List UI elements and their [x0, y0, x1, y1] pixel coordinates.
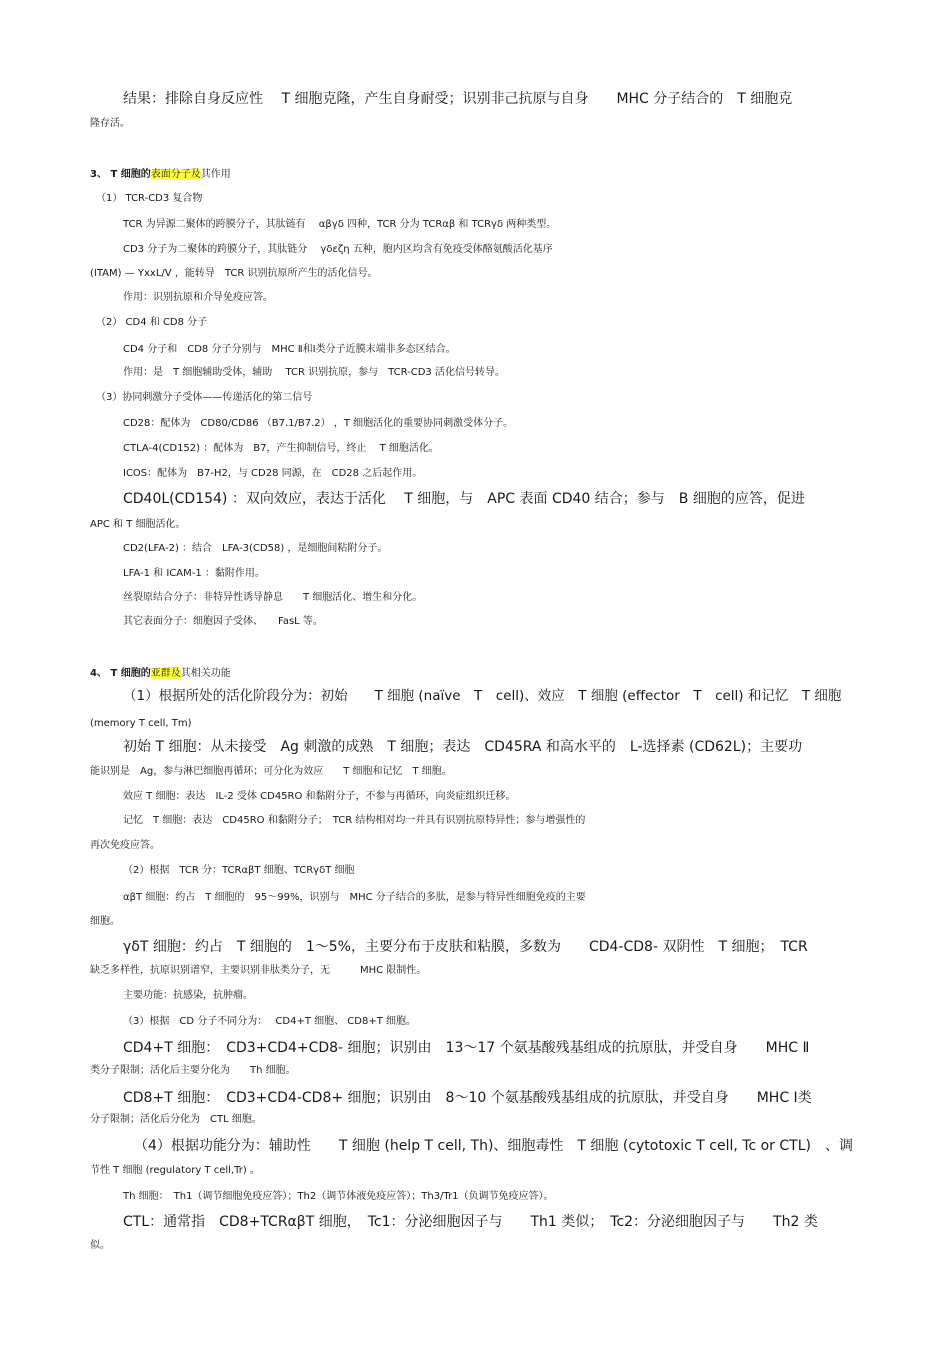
heading-text: 其相关功能	[180, 668, 231, 679]
paragraph-line: γδT 细胞：约占 T 细胞的 1～5%，主要分布于皮肤和粘膜，多数为 CD4-CD8- 双阴性 T 细胞； TCR	[123, 939, 808, 955]
section-heading-3	[90, 165, 950, 185]
paragraph-line: 细胞。	[90, 916, 120, 927]
paragraph-line: CD28：配体为 CD80/CD86 （B7.1/B7.2） ，T 细胞活化的重要协同刺激受体分子。	[123, 418, 514, 429]
paragraph-line: CD2(LFA-2) ：结合 LFA-3(CD58) ，是细胞间粘附分子。	[123, 543, 388, 554]
heading-text: 3、 T 细胞的	[90, 169, 151, 180]
paragraph-line: 丝裂原结合分子：非特异性诱导静息 T 细胞活化、增生和分化。	[123, 592, 423, 603]
paragraph-line: 结果：排除自身反应性 T 细胞克隆，产生自身耐受；识别非己抗原与自身 MHC 分子结合的 T 细胞克	[123, 91, 793, 107]
paragraph-line: (memory T cell, Tm)	[90, 718, 192, 729]
subheading: （2） CD4 和 CD8 分子	[96, 317, 208, 328]
paragraph-line: （3）根据 CD 分子不同分为： CD4+T 细胞、 CD8+T 细胞。	[123, 1016, 417, 1027]
paragraph-line: 似。	[90, 1240, 110, 1251]
paragraph-line: CD3 分子为二聚体的跨膜分子，其肽链分 γδεζη 五种，胞内区均含有免疫受体酪氨酸活化基序	[123, 244, 553, 255]
paragraph-line: （2）根据 TCR 分：TCRαβT 细胞、TCRγδT 细胞	[123, 865, 355, 876]
paragraph-line: （1）根据所处的活化阶段分为：初始 T 细胞 (naïve T cell)、效应 T 细胞 (effector T cell) 和记忆 T 细胞	[123, 688, 842, 704]
paragraph-line: CD4 分子和 CD8 分子分别与 MHC Ⅱ和Ⅰ类分子近膜末端非多态区结合。	[123, 344, 456, 355]
subheading: （3）协同刺激分子受体——传递活化的第二信号	[96, 392, 313, 403]
paragraph-line: 作用：是 T 细胞辅助受体，辅助 TCR 识别抗原，参与 TCR-CD3 活化信号转导。	[123, 367, 505, 378]
paragraph-line: 初始 T 细胞：从未接受 Ag 刺激的成熟 T 细胞；表达 CD45RA 和高水平的 L-选择素 (CD62L)；主要功	[123, 739, 803, 755]
paragraph-line: TCR 为异源二聚体的跨膜分子，其肽链有 αβγδ 四种，TCR 分为 TCRαβ 和 TCRγδ 两种类型。	[123, 219, 557, 230]
paragraph-line: 主要功能：抗感染，抗肿瘤。	[123, 990, 253, 1001]
paragraph-line: CD40L(CD154) ：双向效应，表达于活化 T 细胞，与 APC 表面 CD40 结合；参与 B 细胞的应答，促进	[123, 491, 805, 507]
subheading: （1） TCR-CD3 复合物	[96, 193, 203, 204]
highlighted-text: 表面分子及	[150, 169, 201, 180]
paragraph-line: (ITAM) — YxxL/V ，能转导 TCR 识别抗原所产生的活化信号。	[90, 268, 378, 279]
paragraph-line: CTL：通常指 CD8+TCRαβT 细胞， Tc1：分泌细胞因子与 Th1 类似； Tc2：分泌细胞因子与 Th2 类	[123, 1214, 818, 1230]
paragraph-line: 缺乏多样性，抗原识别谱窄，主要识别非肽类分子，无 MHC 限制性。	[90, 965, 427, 976]
highlighted-text: 亚群及	[150, 668, 181, 679]
paragraph-line: 作用：识别抗原和介导免疫应答。	[123, 292, 273, 303]
paragraph-line: CTLA-4(CD152) ：配体为 B7，产生抑制信号，终止 T 细胞活化。	[123, 443, 439, 454]
paragraph-line: 分子限制；活化后分化为 CTL 细胞。	[90, 1114, 262, 1125]
paragraph-line: 类分子限制；活化后主要分化为 Th 细胞。	[90, 1065, 296, 1076]
paragraph-line: αβT 细胞：约占 T 细胞的 95～99%，识别与 MHC 分子结合的多肽，是参与特异性细胞免疫的主要	[123, 892, 586, 903]
paragraph-line: 再次免疫应答。	[90, 840, 160, 851]
paragraph-line: APC 和 T 细胞活化。	[90, 519, 186, 530]
heading-text: 其作用	[200, 169, 231, 180]
paragraph-line: （4）根据功能分为：辅助性 T 细胞 (help T cell, Th)、细胞毒性 T 细胞 (cytotoxic T cell, Tc or CTL) 、调	[134, 1138, 853, 1154]
paragraph-line: 效应 T 细胞：表达 IL-2 受体 CD45RO 和黏附分子，不参与再循环，向炎症组织迁移。	[123, 791, 516, 802]
paragraph-line: CD8+T 细胞： CD3+CD4-CD8+ 细胞；识别由 8～10 个氨基酸残基组成的抗原肽，并受自身 MHC Ⅰ类	[123, 1090, 812, 1106]
section-heading-4	[90, 664, 950, 684]
paragraph-line: 其它表面分子：细胞因子受体、 FasL 等。	[123, 616, 323, 627]
paragraph-line: 能识别是 Ag，参与淋巴细胞再循环；可分化为效应 T 细胞和记忆 T 细胞。	[90, 766, 452, 777]
paragraph-line: 节性 T 细胞 (regulatory T cell,Tr) 。	[90, 1165, 260, 1176]
paragraph-line: Th 细胞： Th1（调节细胞免疫应答）；Th2（调节体液免疫应答）；Th3/Tr1（负调节免疫应答）。	[123, 1191, 554, 1202]
heading-text: 4、 T 细胞的	[90, 668, 151, 679]
paragraph-line: 记忆 T 细胞：表达 CD45RO 和黏附分子； TCR 结构相对均一并具有识别抗原特异性；参与增强性的	[123, 815, 586, 826]
paragraph-line: CD4+T 细胞： CD3+CD4+CD8- 细胞；识别由 13～17 个氨基酸残基组成的抗原肽，并受自身 MHC Ⅱ	[123, 1040, 810, 1056]
paragraph-line: 隆存活。	[90, 118, 130, 129]
paragraph-line: ICOS：配体为 B7-H2，与 CD28 同源，在 CD28 之后起作用。	[123, 468, 423, 479]
paragraph-line: LFA-1 和 ICAM-1 ：黏附作用。	[123, 568, 265, 579]
